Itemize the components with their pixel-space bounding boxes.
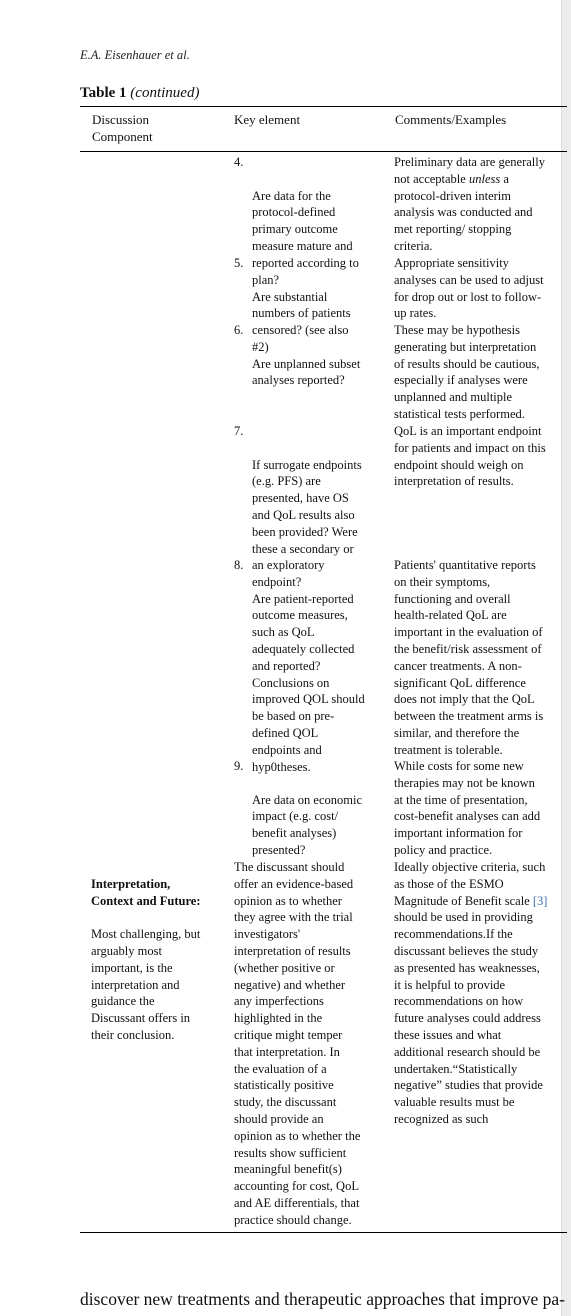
item-number: 4. (234, 155, 244, 169)
key-element-text: Are data for the protocol-defined primary outcome measure mature and reported according to plan? (252, 188, 359, 287)
interpretation-comment (394, 859, 566, 1128)
key-element-text: If surrogate endpoints (e.g. PFS) are presented, have OS and QoL results also been provided? Were these a secondary or an exploratory endpoint? (252, 457, 362, 590)
key-element-text: Are unplanned subset analyses reported? (252, 356, 361, 388)
table-header-rule (80, 151, 567, 152)
comment-7: QoL is an important endpoint for patients and impact on this endpoint should weigh on interpretation of results. (394, 424, 546, 489)
key-element-9 (234, 758, 384, 876)
key-element-text: Are patient-reported outcome measures, such as QoL adequately collected and reported? Conclusions on improved QOL should be based on pre- defined QOL endpoints and hyp0theses. (252, 591, 365, 774)
interpretation-key-element: The discussant should offer an evidence-based opinion as to whether they agree with the trial investigators' interpretation of results (whether positive or negative) and whether any imperfections highlighted in the critique might temper that interpretation. In the evaluation of a statistically positive study, the discussant should provide an opinion as to whether the results show sufficient meaningful benefit(s) accounting for cost, QoL and AE differentials, that practice should change. (234, 860, 361, 1227)
table-caption (80, 85, 199, 102)
comment-8: Patients' quantitative reports on their symptoms, functioning and overall health-related QoL are important in the evaluation of the benefit/risk assessment of cancer treatments. A non- significant QoL difference does not imply that the QoL between the treatment arms is similar, and therefore the treatment is tolerable. (394, 558, 544, 757)
header-key-element: Key element (234, 112, 301, 127)
item-number: 6. (234, 323, 244, 337)
interpretation-description: Most challenging, but arguably most important, is the interpretation and guidance the Discussant offers in their conclusion. (91, 927, 201, 1042)
interpretation-title: Interpretation, Context and Future: (91, 876, 201, 908)
citation-link[interactable]: [3] (532, 893, 548, 908)
key-element-text: Are data on economic impact (e.g. cost/ benefit analyses) presented? (252, 792, 363, 857)
body-paragraph: discover new treatments and therapeutic approaches that improve pa- (80, 1289, 565, 1309)
table-continued-note: (continued) (130, 85, 200, 101)
table-label: Table 1 (80, 85, 127, 101)
table-bottom-rule (80, 1232, 567, 1233)
key-element-6 (234, 322, 384, 406)
header-comments-examples: Comments/Examples (395, 112, 507, 127)
key-element-text: Are substantial numbers of patients censored? (see also #2) (252, 289, 351, 354)
comment-9: While costs for some new therapies may not be known at the time of presentation, cost-benefit analyses can add important information for policy and practice. (394, 759, 541, 857)
item-number: 7. (234, 424, 244, 438)
interpretation-comment-after: should be used in providing recommendations.If the discussant believes the study as presented has weaknesses, it is helpful to provide recommendations on how future analyses could address these issues and what additional research should be undertaken.“Statistically negative” studies that provide valuable results must be recognized as such (394, 910, 543, 1126)
header-discussion-component: Discussion Component (92, 112, 153, 144)
key-element-8 (234, 557, 384, 792)
comment-5: Appropriate sensitivity analyses can be used to adjust for drop out or lost to follow- up rates. (394, 256, 544, 321)
comment-6: These may be hypothesis generating but interpretation of results should be cautious, especially if analyses were unplanned and multiple statistical tests performed. (394, 323, 540, 421)
item-number: 9. (234, 759, 244, 773)
item-number: 8. (234, 558, 244, 572)
item-number: 5. (234, 256, 244, 270)
interpretation-component (91, 859, 226, 1061)
interpretation-comment-before: Ideally objective criteria, such as those of the ESMO Magnitude of Benefit scale (394, 860, 546, 908)
running-head: E.A. Eisenhauer et al. (80, 48, 190, 62)
comment-4: Preliminary data are generally not acceptable unless a protocol-driven interim analysis was conducted and met reporting/ stopping criteria. (394, 155, 545, 253)
table-top-rule (80, 106, 567, 107)
